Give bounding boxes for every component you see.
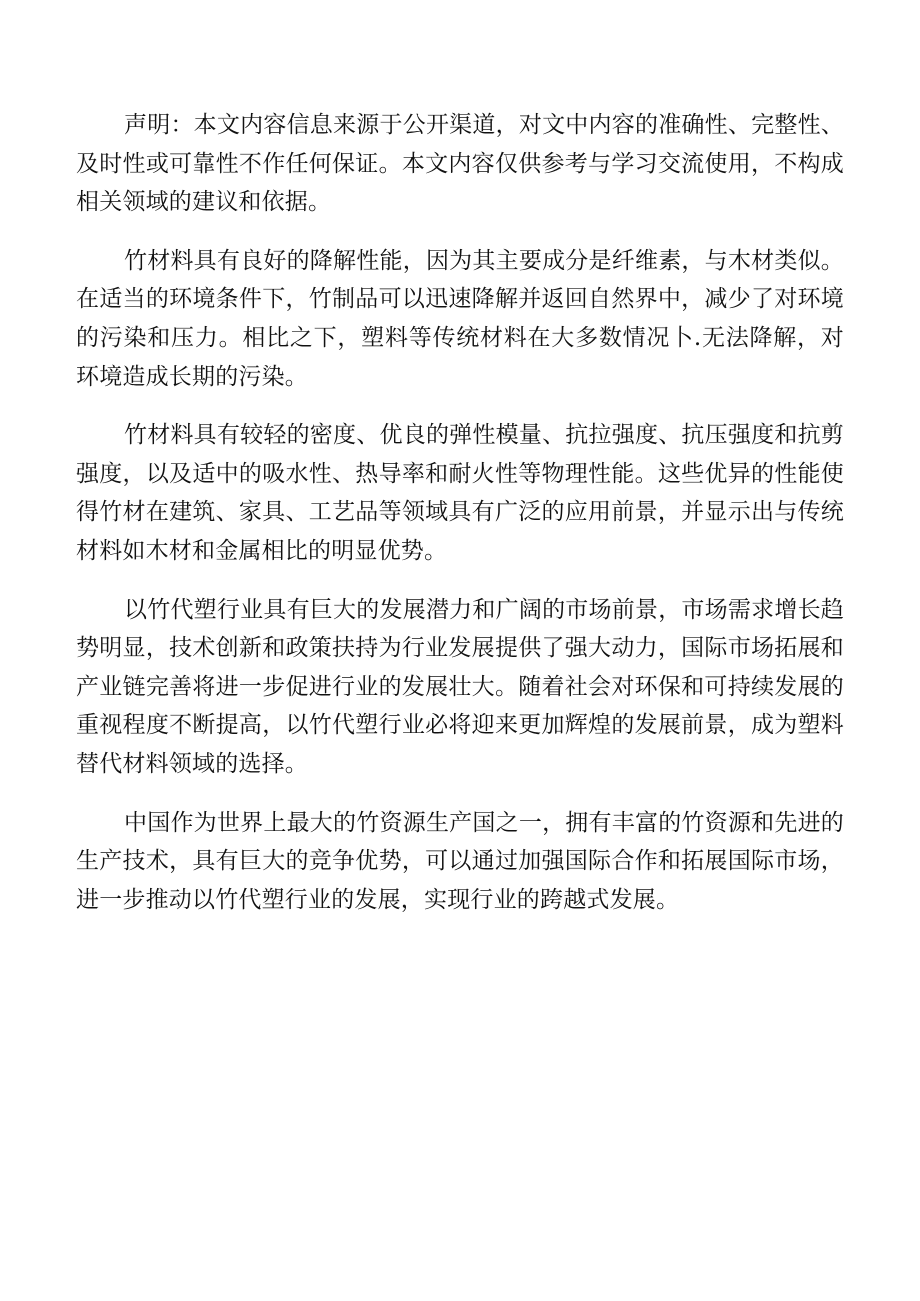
disclaimer-paragraph: 声明：本文内容信息来源于公开渠道，对文中内容的准确性、完整性、及时性或可靠性不作任何保证。本文内容仅供参考与学习交流使用，不构成相关领域的建议和依据。 (76, 112, 844, 216)
physical-properties-paragraph: 竹材料具有较轻的密度、优良的弹性模量、抗拉强度、抗压强度和抗剪强度，以及适中的吸水性、热导率和耐火性等物理性能。这些优异的性能使得竹材在建筑、家具、工艺品等领域具有广泛的应用前景，并显示出与传统材料如木材和金属相比的明显优势。 (76, 422, 844, 564)
document-body (76, 106, 844, 939)
degradability-paragraph: 竹材料具有良好的降解性能，因为其主要成分是纤维素，与木材类似。在适当的环境条件下，竹制品可以迅速降解并返回自然界中，减少了对环境的污染和压力。相比之下，塑料等传统材料在大多数情况卜.无法降解，对环境造成长期的污染。 (76, 247, 844, 390)
industry-prospects-paragraph: 以竹代塑行业具有巨大的发展潜力和广阔的市场前景，市场需求增长趋势明显，技术创新和政策扶持为行业发展提供了强大动力，国际市场拓展和产业链完善将进一步促进行业的发展壮大。随着社会对环保和可持续发展的重视程度不断提高，以竹代塑行业必将迎来更加辉煌的发展前景，成为塑料替代材料领域的选择。 (76, 596, 844, 777)
china-advantage-paragraph: 中国作为世界上最大的竹资源生产国之一，拥有丰富的竹资源和先进的生产技术，具有巨大的竞争优势，可以通过加强国际合作和拓展国际市场，进一步推动以竹代塑行业的发展，实现行业的跨越式发展。 (76, 809, 844, 913)
